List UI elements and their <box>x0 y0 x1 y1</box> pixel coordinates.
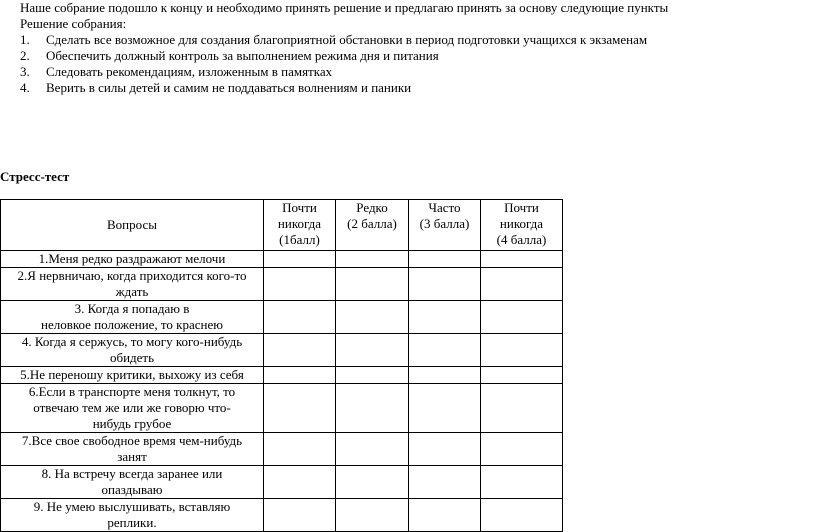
table-row <box>1 367 563 384</box>
decision-heading: Решение собрания: <box>20 16 127 31</box>
table-row <box>1 433 563 466</box>
table-row <box>1 466 563 499</box>
header-almost-never-4: Почти никогда (4 балла) <box>481 200 563 251</box>
answer-cell[interactable] <box>481 384 563 433</box>
answer-cell[interactable] <box>409 268 481 301</box>
intro-sentence: Наше собрание подошло к концу и необходимо принять решение и предлагаю принять за основу следующие пункты <box>20 0 669 15</box>
decision-item <box>20 64 800 80</box>
table-row <box>1 251 563 268</box>
stress-test-table <box>0 199 563 532</box>
answer-cell[interactable] <box>264 367 336 384</box>
answer-cell[interactable] <box>336 301 409 334</box>
answer-cell[interactable] <box>336 268 409 301</box>
answer-cell[interactable] <box>264 499 336 532</box>
answer-cell[interactable] <box>481 334 563 367</box>
answer-cell[interactable] <box>409 251 481 268</box>
stress-test-title: Стресс-тест <box>0 169 70 184</box>
answer-cell[interactable] <box>481 433 563 466</box>
table-row <box>1 301 563 334</box>
answer-cell[interactable] <box>336 433 409 466</box>
answer-cell[interactable] <box>481 251 563 268</box>
decision-item <box>20 80 800 96</box>
answer-cell[interactable] <box>264 384 336 433</box>
answer-cell[interactable] <box>409 334 481 367</box>
table-row <box>1 384 563 433</box>
answer-cell[interactable] <box>336 466 409 499</box>
question-cell: 6.Если в транспорте меня толкнут, то отвечаю тем же или же говорю что- нибудь грубое <box>1 384 264 433</box>
header-row <box>1 200 563 251</box>
decision-item <box>20 48 800 64</box>
answer-cell[interactable] <box>336 384 409 433</box>
table-row <box>1 334 563 367</box>
decision-item-number: 3. <box>20 64 30 79</box>
meeting-decision-text <box>20 0 800 96</box>
decision-list <box>20 32 800 96</box>
answer-cell[interactable] <box>336 334 409 367</box>
decision-item-text: Следовать рекомендациям, изложенным в памятках <box>46 64 333 79</box>
decision-item-text: Сделать все возможное для создания благоприятной обстановки в период подготовки учащихся к экзаменам <box>46 32 648 47</box>
answer-cell[interactable] <box>264 301 336 334</box>
table-row <box>1 268 563 301</box>
decision-item-text: Обеспечить должный контроль за выполнением режима дня и питания <box>46 48 439 63</box>
answer-cell[interactable] <box>409 433 481 466</box>
decision-item-number: 4. <box>20 80 30 95</box>
header-almost-never-1: Почти никогда (1балл) <box>264 200 336 251</box>
decision-item <box>20 32 800 48</box>
decision-item-text: Верить в силы детей и самим не поддаваться волнениям и паники <box>46 80 412 95</box>
header-rarely: Редко (2 балла) <box>336 200 409 251</box>
answer-cell[interactable] <box>336 251 409 268</box>
question-cell: 5.Не переношу критики, выхожу из себя <box>1 367 264 384</box>
question-cell: 8. На встречу всегда заранее или опаздываю <box>1 466 264 499</box>
answer-cell[interactable] <box>409 384 481 433</box>
answer-cell[interactable] <box>409 367 481 384</box>
answer-cell[interactable] <box>264 251 336 268</box>
answer-cell[interactable] <box>481 301 563 334</box>
answer-cell[interactable] <box>481 499 563 532</box>
question-cell: 9. Не умею выслушивать, вставляю реплики. <box>1 499 264 532</box>
answer-cell[interactable] <box>409 499 481 532</box>
answer-cell[interactable] <box>409 466 481 499</box>
answer-cell[interactable] <box>481 268 563 301</box>
question-cell: 2.Я нервничаю, когда приходится кого-то ждать <box>1 268 264 301</box>
question-cell: 1.Меня редко раздражают мелочи <box>1 251 264 268</box>
answer-cell[interactable] <box>264 433 336 466</box>
question-cell: 4. Когда я сержусь, то могу кого-нибудь обидеть <box>1 334 264 367</box>
questions-header: Вопросы <box>1 200 264 251</box>
answer-cell[interactable] <box>336 367 409 384</box>
answer-cell[interactable] <box>409 301 481 334</box>
table-row <box>1 499 563 532</box>
header-often: Часто (3 балла) <box>409 200 481 251</box>
answer-cell[interactable] <box>481 466 563 499</box>
question-cell: 3. Когда я попадаю в неловкое положение, то краснею <box>1 301 264 334</box>
answer-cell[interactable] <box>336 499 409 532</box>
decision-item-number: 1. <box>20 32 30 47</box>
answer-cell[interactable] <box>264 334 336 367</box>
question-cell: 7.Все свое свободное время чем-нибудь занят <box>1 433 264 466</box>
answer-cell[interactable] <box>264 466 336 499</box>
answer-cell[interactable] <box>264 268 336 301</box>
answer-cell[interactable] <box>481 367 563 384</box>
decision-item-number: 2. <box>20 48 30 63</box>
